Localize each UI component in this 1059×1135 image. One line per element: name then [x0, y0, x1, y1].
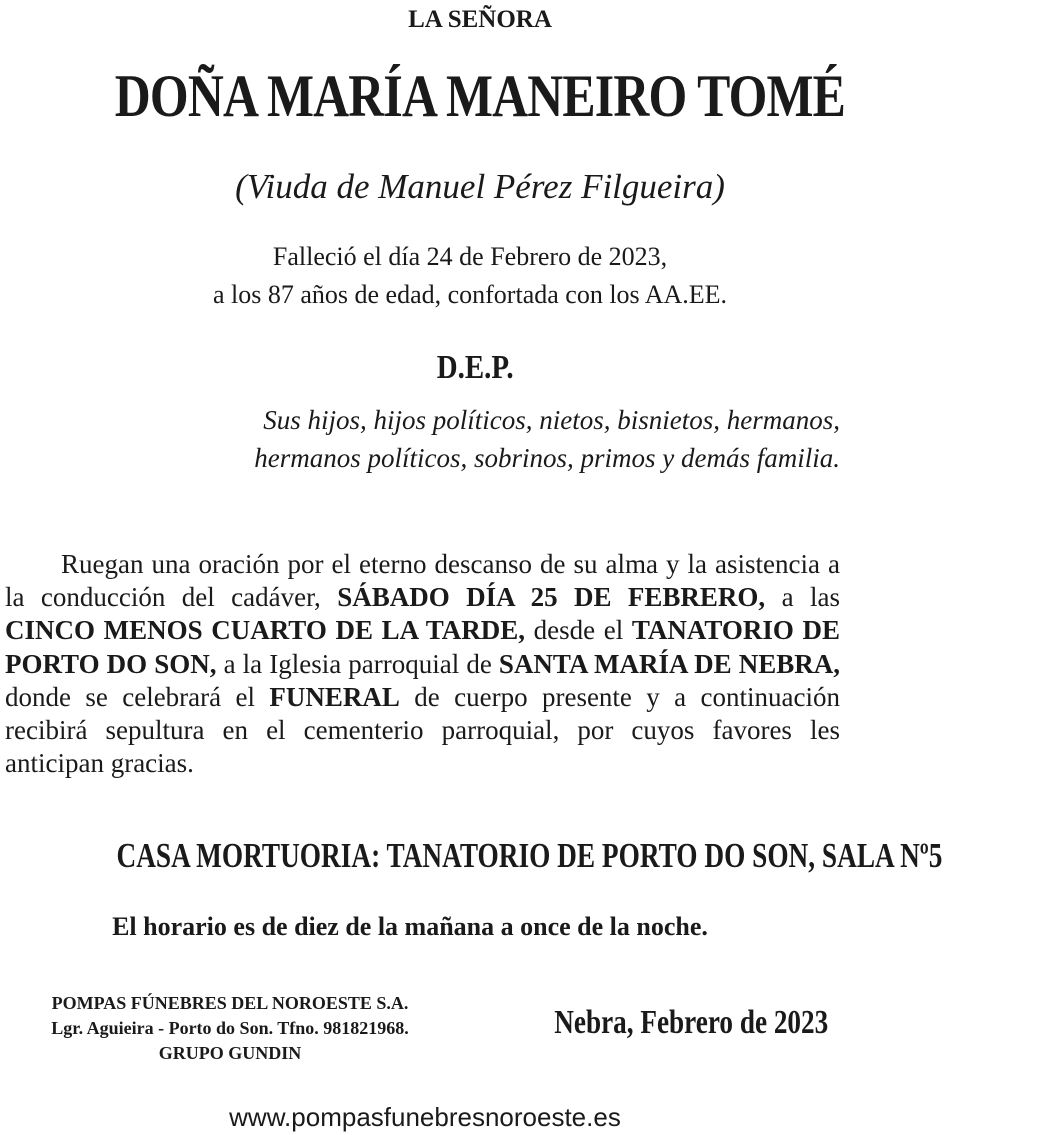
notice-funeral: FUNERAL: [269, 681, 400, 712]
notice-text-1: Ruegan una oración por el eterno descanso de su alma y la asistencia a la conducción del cadáver,: [5, 549, 840, 613]
place-date: [520, 1004, 829, 1042]
funeral-home-block: [10, 991, 450, 1066]
dep-text: D.E.P.: [436, 349, 514, 386]
notice-text-4: a la Iglesia parroquial de: [216, 648, 499, 679]
family-line-1: Sus hijos, hijos políticos, nietos, bisnietos, hermanos,: [263, 405, 840, 435]
schedule: El horario es de diez de la mañana a once de la noche.: [112, 912, 708, 941]
widow-line: (Viuda de Manuel Pérez Filgueira): [235, 167, 725, 206]
casa-mortuoria-text: CASA MORTUORIA: TANATORIO DE PORTO DO SON, SALA Nº5: [116, 836, 943, 875]
notice-origin: TANATORIO DE PORTO DO SON,: [5, 615, 840, 679]
deceased-name-text: DOÑA MARÍA MANEIRO TOMÉ: [114, 63, 846, 129]
heading: LA SEÑORA: [408, 6, 552, 33]
death-line-1: Falleció el día 24 de Febrero de 2023,: [272, 242, 668, 271]
notice-text-3: desde el: [525, 615, 632, 646]
place-date-text: Nebra, Febrero de 2023: [554, 1004, 829, 1041]
casa-mortuoria: [0, 836, 943, 876]
death-line-2: a los 87 años de edad, confortada con los AA.EE.: [212, 280, 728, 309]
family-list: [130, 401, 840, 477]
notice-date: SÁBADO DÍA 25 DE FEBRERO,: [337, 582, 766, 613]
funeral-notice: [5, 548, 840, 780]
funeral-home-group: GRUPO GUNDIN: [158, 1043, 302, 1063]
website: www.pompasfunebresnoroeste.es: [229, 1102, 621, 1132]
dep-heading: [0, 349, 950, 387]
notice-text-2: a las: [765, 582, 840, 613]
family-line-2: hermanos políticos, sobrinos, primos y demás familia.: [254, 443, 840, 473]
notice-time: CINCO MENOS CUARTO DE LA TARDE,: [5, 615, 525, 646]
notice-text-6: de cuerpo presente y a continuación recibirá sepultura en el cementerio parroquial, por cuyos favores les anticipan gracias.: [5, 681, 840, 779]
notice-text-5: donde se celebrará el: [5, 681, 270, 712]
funeral-home-name: POMPAS FÚNEBRES DEL NOROESTE S.A.: [51, 993, 409, 1013]
funeral-home-address: Lgr. Aguieira - Porto do Son. Tfno. 981821968.: [51, 1018, 409, 1038]
death-info: [0, 238, 940, 314]
deceased-name: [0, 62, 960, 131]
notice-church: SANTA MARÍA DE NEBRA,: [498, 648, 840, 679]
